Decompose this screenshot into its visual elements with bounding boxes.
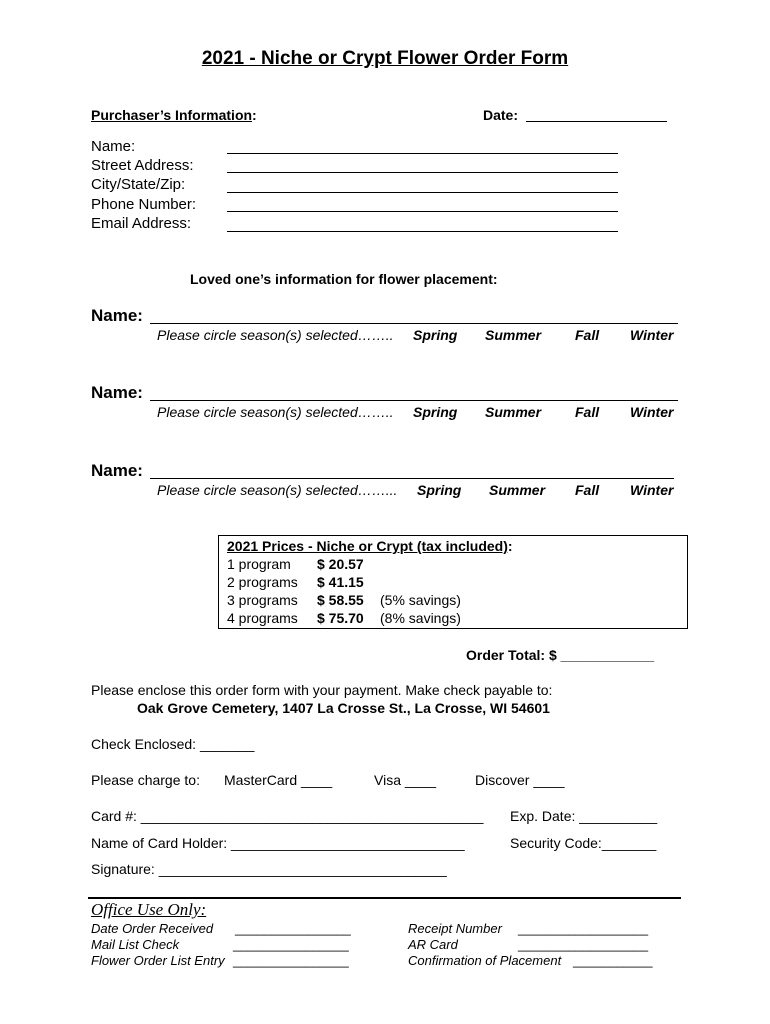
purchaser-name-field[interactable] [227, 153, 618, 154]
purchaser-heading-colon: : [252, 107, 257, 123]
security-code-field[interactable]: Security Code:_______ [510, 835, 657, 851]
date-label: Date: [483, 107, 519, 123]
discover-option[interactable]: Discover ____ [475, 772, 565, 788]
season-fall[interactable]: Fall [575, 404, 600, 420]
office-label: Flower Order List Entry [91, 953, 225, 968]
street-address-label: Street Address: [91, 157, 194, 174]
purchaser-heading-text: Purchaser’s Information [91, 107, 253, 123]
purchaser-name-label: Name: [91, 138, 136, 155]
office-blank[interactable]: __________________ [518, 921, 649, 936]
payee-address: Oak Grove Cemetery, 1407 La Crosse St., La Crosse, WI 54601 [137, 700, 550, 716]
charge-label: Please charge to: [91, 772, 200, 788]
loved-one-name-label: Name: [91, 383, 143, 402]
price-row-label: 4 programs [227, 610, 298, 626]
season-spring[interactable]: Spring [417, 482, 462, 498]
loved-one-name-label: Name: [91, 461, 143, 480]
office-use-title: Office Use Only: [91, 900, 207, 919]
email-address-label: Email Address: [91, 215, 192, 232]
price-row-note: (8% savings) [380, 610, 461, 626]
price-row-note: (5% savings) [380, 592, 461, 608]
loved-ones-heading: Loved one’s information for flower placement: [190, 271, 498, 287]
date-field[interactable] [526, 121, 667, 122]
season-prompt: Please circle season(s) selected…….. [157, 327, 394, 343]
price-row-label: 3 programs [227, 592, 298, 608]
season-prompt: Please circle season(s) selected…….. [157, 404, 394, 420]
loved-one-name-label: Name: [91, 306, 143, 325]
order-total[interactable]: Order Total: $ ____________ [466, 647, 655, 663]
office-label: Mail List Check [91, 937, 180, 952]
office-label: Confirmation of Placement [408, 953, 562, 968]
office-blank[interactable]: ________________ [233, 953, 349, 968]
price-row-label: 2 programs [227, 574, 298, 590]
price-row-label: 1 program [227, 556, 291, 572]
office-blank[interactable]: ________________ [235, 921, 351, 936]
office-blank[interactable]: ________________ [233, 937, 349, 952]
loved-one-name-field[interactable] [150, 478, 674, 479]
purchaser-heading [91, 107, 257, 123]
mastercard-option[interactable]: MasterCard ____ [224, 772, 333, 788]
check-enclosed-field[interactable]: Check Enclosed: _______ [91, 736, 255, 752]
city-state-zip-label: City/State/Zip: [91, 176, 186, 193]
office-label: Date Order Received [91, 921, 214, 936]
payment-instruction: Please enclose this order form with your payment. Make check payable to: [91, 682, 553, 698]
season-fall[interactable]: Fall [575, 482, 600, 498]
season-spring[interactable]: Spring [413, 327, 458, 343]
page-title: 2021 - Niche or Crypt Flower Order Form [201, 48, 569, 69]
loved-one-name-field[interactable] [150, 323, 678, 324]
street-address-field[interactable] [227, 172, 618, 173]
season-spring[interactable]: Spring [413, 404, 458, 420]
city-state-zip-field[interactable] [227, 192, 618, 193]
divider [88, 897, 681, 899]
office-label: AR Card [408, 937, 458, 952]
price-row-price: $ 20.57 [317, 556, 364, 572]
price-row-price: $ 58.55 [317, 592, 364, 608]
visa-option[interactable]: Visa ____ [374, 772, 437, 788]
season-summer[interactable]: Summer [485, 327, 542, 343]
signature-field[interactable]: Signature: _____________________________________ [91, 861, 447, 877]
season-fall[interactable]: Fall [575, 327, 600, 343]
price-heading-colon: : [507, 538, 513, 554]
season-winter[interactable]: Winter [630, 327, 674, 343]
loved-one-name-field[interactable] [150, 400, 678, 401]
card-holder-field[interactable]: Name of Card Holder: ______________________________ [91, 835, 465, 851]
season-summer[interactable]: Summer [489, 482, 546, 498]
price-heading [227, 538, 513, 554]
email-address-field[interactable] [227, 231, 618, 232]
season-winter[interactable]: Winter [630, 404, 674, 420]
office-blank[interactable]: ___________ [573, 953, 653, 968]
season-prompt: Please circle season(s) selected……... [157, 482, 398, 498]
phone-number-label: Phone Number: [91, 196, 197, 213]
office-blank[interactable]: __________________ [518, 937, 649, 952]
card-number-field[interactable]: Card #: ____________________________________________ [91, 808, 484, 824]
price-row-price: $ 75.70 [317, 610, 364, 626]
price-row-price: $ 41.15 [317, 574, 364, 590]
exp-date-field[interactable]: Exp. Date: __________ [510, 808, 658, 824]
phone-number-field[interactable] [227, 211, 618, 212]
price-heading-text: 2021 Prices - Niche or Crypt (tax included) [227, 538, 508, 554]
season-winter[interactable]: Winter [630, 482, 674, 498]
office-label: Receipt Number [408, 921, 502, 936]
season-summer[interactable]: Summer [485, 404, 542, 420]
